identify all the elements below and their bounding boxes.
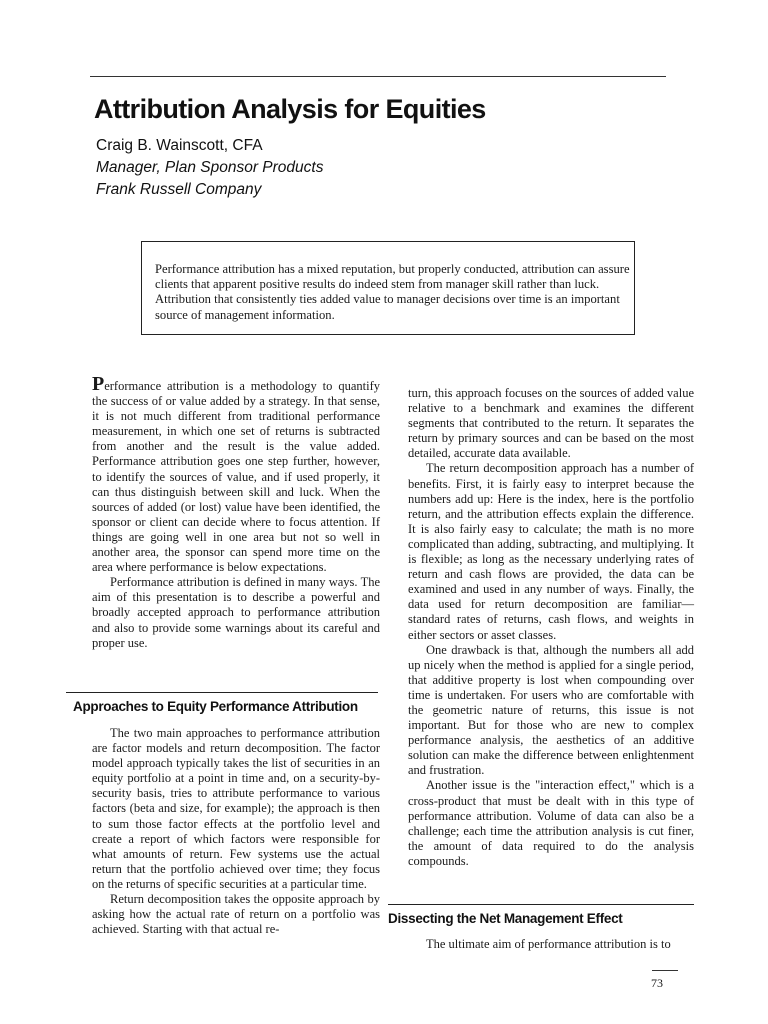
body-paragraph: The ultimate aim of performance attribution is to xyxy=(426,937,671,951)
left-column-top xyxy=(92,373,380,651)
body-paragraph: Performance attribution is defined in many ways. The aim of this presentation is to describe a powerful and broadly accepted approach to performance attribution and also to provide some warnings about its careful and proper use. xyxy=(92,575,380,650)
section-rule-right xyxy=(388,904,694,905)
right-column-bottom xyxy=(408,937,694,952)
section-heading-approaches: Approaches to Equity Performance Attribution xyxy=(73,699,358,714)
article-title: Attribution Analysis for Equities xyxy=(94,94,486,124)
section-heading-dissecting: Dissecting the Net Management Effect xyxy=(388,911,623,926)
drop-cap: P xyxy=(92,373,105,395)
body-paragraph: turn, this approach focuses on the sources of added value relative to a benchmark and examines the different segments that contributed to the return. It separates the return by primary sources and can be based on the most detailed, accurate data available. xyxy=(408,386,694,461)
intro-paragraph: Performance attribution is a methodology to quantify the success of or value added by a strategy. In that sense, it is not much different from traditional performance measurement, in which one set of returns is subtracted from another and the result is the value added. Performance attribution goes one step further, however, to identify the sources of value, and if used properly, it can thus distinguish between skill and luck. When the sources of added (or lost) value have been identified, the sponsor or client can decide where to focus attention. If things are going well in one area but not so well in another area, the sponsor can spend more time on the area where performance is below expectations. xyxy=(92,373,380,575)
author-company: Frank Russell Company xyxy=(96,181,262,198)
footer-rule xyxy=(652,970,678,971)
page-number: 73 xyxy=(651,976,663,990)
body-paragraph: The return decomposition approach has a number of benefits. First, it is fairly easy to interpret because the numbers add up: Here is the index, here is the portfolio return, and the attribution effects explain the difference. It is also fairly easy to calculate; the math is no more complicated than adding, subtracting, and multiplying. It is flexible; as long as the necessary underlying rates of return and cash flows are provided, the data can be examined and used in any number of ways. Finally, the data used for return decomposition are familiar—standard rates of returns, cash flows, and weights in either sectors or asset classes. xyxy=(408,461,694,642)
section-rule-left xyxy=(66,692,378,693)
author-block xyxy=(96,135,323,201)
author-name: Craig B. Wainscott, CFA xyxy=(96,137,263,154)
body-paragraph: Another issue is the "interaction effect," which is a cross-product that must be dealt with in this type of performance attribution. Volume of data can also be a challenge; each time the attribution analysis is cut finer, the amount of data required to do the analysis compounds. xyxy=(408,778,694,868)
left-column-bottom xyxy=(92,726,380,937)
author-position: Manager, Plan Sponsor Products xyxy=(96,159,324,176)
abstract-text: Performance attribution has a mixed reputation, but properly conducted, attribution can assure clients that apparent positive results do indeed stem from manager skill rather than luck. Attribution that consistently ties added value to manager decisions over time is an important source of management information. xyxy=(155,262,630,322)
header-rule xyxy=(90,76,666,77)
body-paragraph: The two main approaches to performance attribution are factor models and return decomposition. The factor model approach typically takes the list of securities in an equity portfolio at a point in time and, on a security-by-security basis, tries to attribute performance to various factors (beta and size, for example); the approach is then to sum those factor effects at the portfolio level and create a report of which factors were responsible for what amounts of return. Few systems use the actual return that the portfolio achieved over time; they focus on the returns of specific securities at a particular time. xyxy=(92,726,380,891)
body-paragraph: One drawback is that, although the numbers all add up nicely when the method is applied for a single period, that additive property is lost when compounding over time is undertaken. For users who are comfortable with the geometric nature of returns, this issue is not important. But for those who are new to complex performance analysis, the aesthetics of an additive solution can make the difference between enlightenment and frustration. xyxy=(408,642,694,778)
right-column-top xyxy=(408,386,694,869)
body-paragraph: Return decomposition takes the opposite approach by asking how the actual rate of return on a portfolio was achieved. Starting with that actual re- xyxy=(92,892,380,937)
